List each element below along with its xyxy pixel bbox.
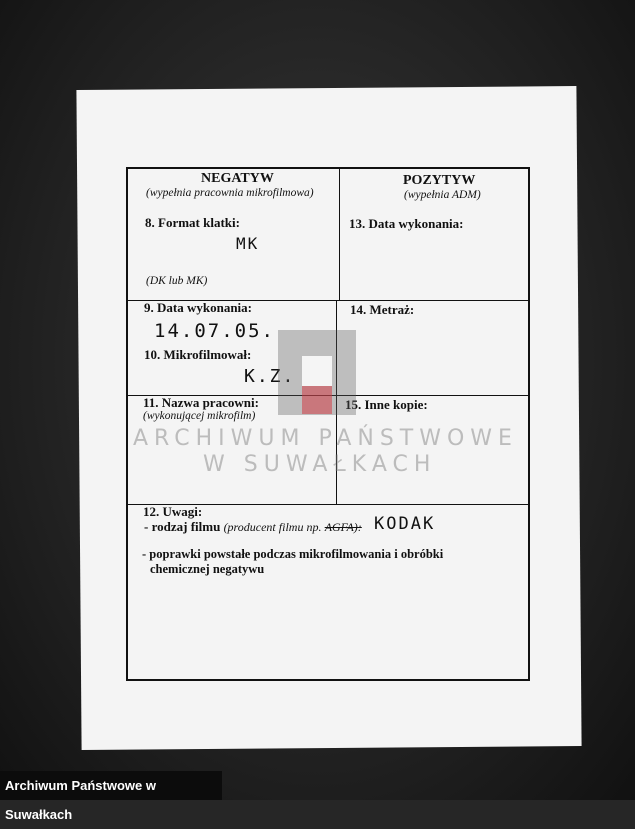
watermark-flag-red: [302, 386, 332, 414]
uwagi-label: 12. Uwagi:: [143, 504, 203, 519]
poprawki-line2: chemicznej negatywu: [150, 562, 265, 576]
rodzaj-value: KODAK: [374, 514, 436, 534]
pracownia-hint: (wykonującej mikrofilm): [143, 410, 256, 422]
archive-footer-label: Archiwum Państwowe w Suwałkach: [0, 771, 222, 800]
format-hint: (DK lub MK): [146, 275, 208, 287]
mikro-value: K.Z.: [244, 366, 296, 387]
rodzaj-hint: (producent filmu np.: [223, 520, 322, 534]
pracownia-label: 11. Nazwa pracowni:: [143, 395, 259, 410]
pozytyw-subtitle: (wypełnia ADM): [404, 189, 481, 201]
rodzaj-struck: AGFA):: [324, 520, 362, 534]
microfilm-form: [126, 167, 530, 681]
rodzaj-prefix: - rodzaj filmu: [144, 519, 221, 534]
date-label: 9. Data wykonania:: [144, 300, 252, 315]
rodzaj-line: [144, 519, 362, 535]
format-value: MK: [236, 234, 260, 253]
mikro-label: 10. Mikrofilmował:: [144, 347, 252, 362]
kopie-label: 15. Inne kopie:: [345, 397, 428, 412]
metraz-label: 14. Metraż:: [350, 302, 415, 317]
date-value: 14.07.05.: [154, 320, 275, 342]
format-label: 8. Format klatki:: [145, 215, 240, 230]
negatyw-subtitle: (wypełnia pracownia mikrofilmowa): [146, 187, 314, 199]
negatyw-title: NEGATYW: [201, 171, 274, 186]
pozytyw-date-label: 13. Data wykonania:: [349, 216, 464, 231]
watermark-flag-white: [302, 356, 332, 386]
poprawki-line1: - poprawki powstałe podczas mikrofilmowania i obróbki: [142, 547, 444, 561]
watermark-line1: ARCHIWUM PAŃSTWOWE: [133, 426, 518, 451]
pozytyw-title: POZYTYW: [403, 173, 476, 188]
column-divider: [339, 168, 340, 301]
watermark-line2: W SUWAŁKACH: [203, 452, 437, 477]
